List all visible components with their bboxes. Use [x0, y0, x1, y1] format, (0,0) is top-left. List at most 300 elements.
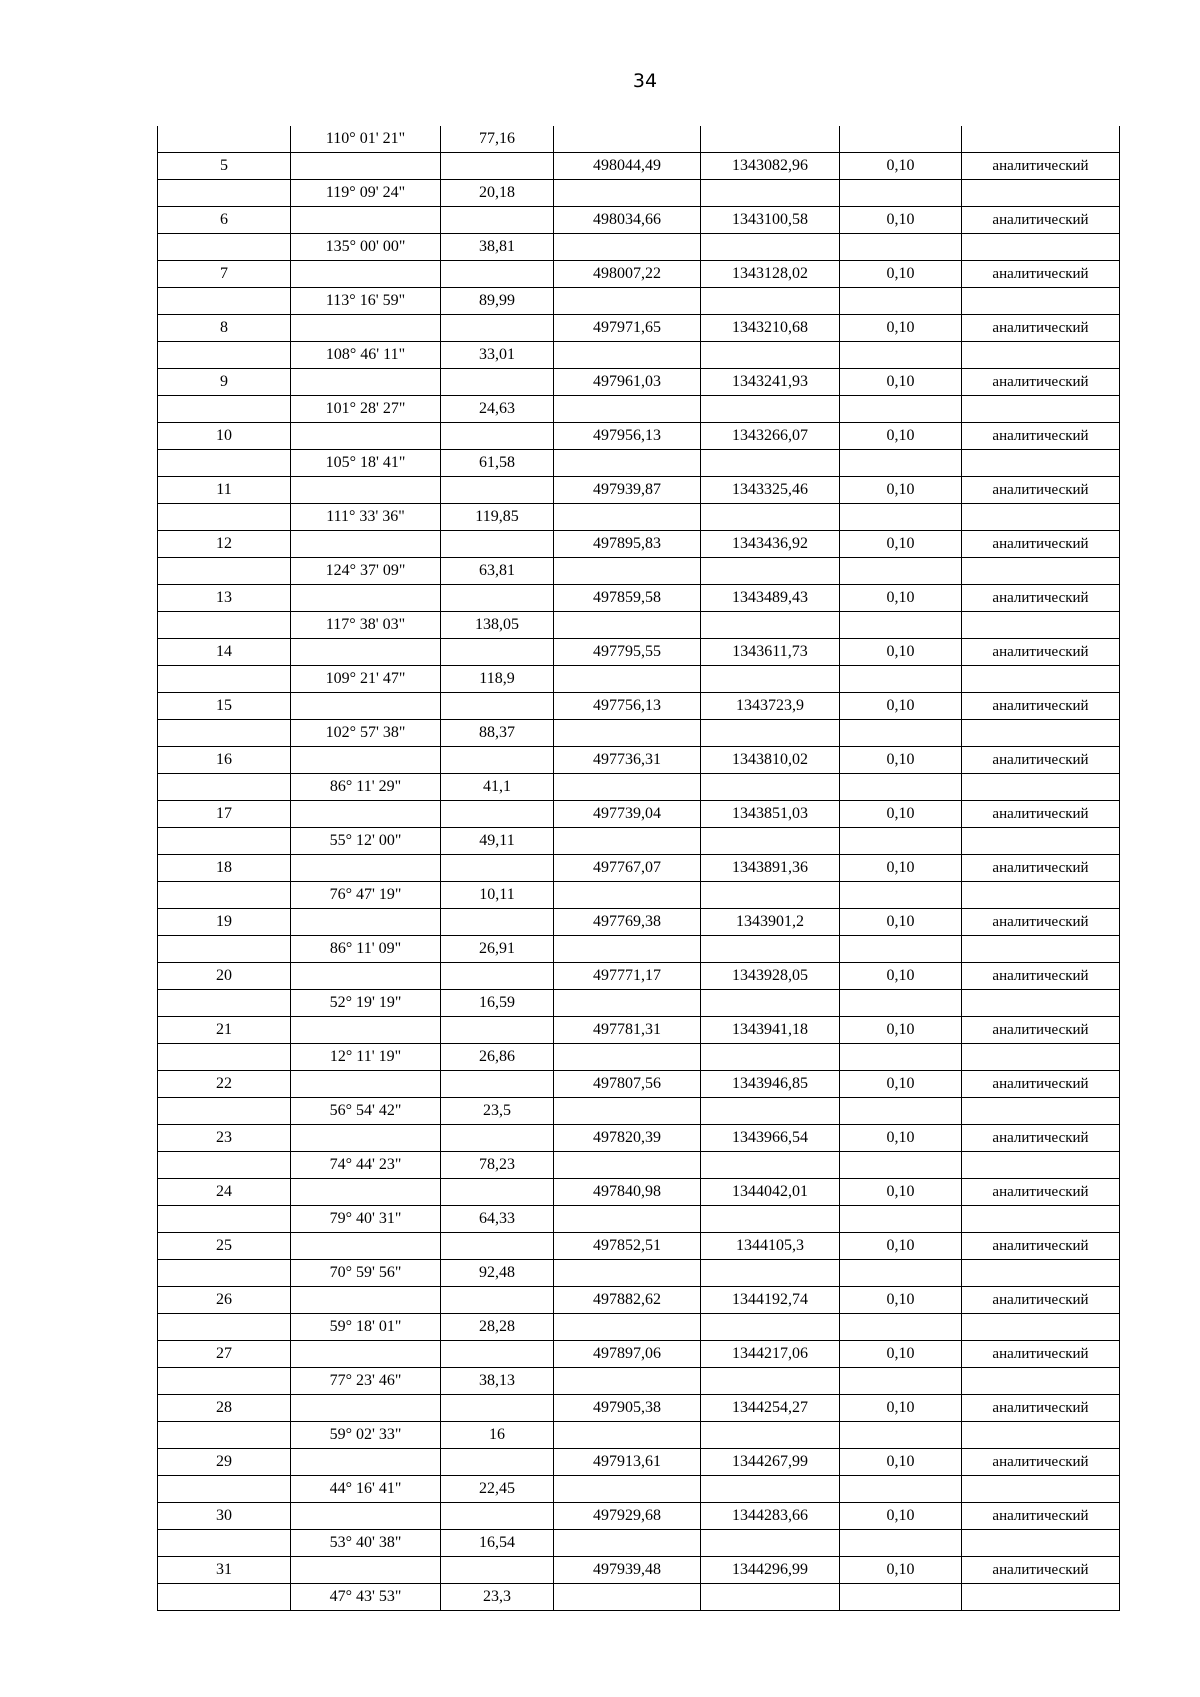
x-coordinate: 498044,49	[554, 153, 701, 180]
direction-angle: 74° 44' 23"	[291, 1152, 441, 1179]
direction-angle: 117° 38' 03"	[291, 612, 441, 639]
x-coordinate	[554, 450, 701, 477]
point-number	[158, 882, 291, 909]
segment-row	[158, 450, 1120, 477]
angle-cell	[291, 747, 441, 774]
accuracy	[840, 1098, 962, 1125]
accuracy: 0,10	[840, 639, 962, 666]
accuracy	[840, 774, 962, 801]
method	[962, 1422, 1120, 1449]
method	[962, 396, 1120, 423]
distance: 38,81	[441, 234, 554, 261]
segment-row	[158, 990, 1120, 1017]
accuracy: 0,10	[840, 531, 962, 558]
point-number	[158, 234, 291, 261]
accuracy: 0,10	[840, 1071, 962, 1098]
distance: 49,11	[441, 828, 554, 855]
segment-row	[158, 1098, 1120, 1125]
x-coordinate	[554, 180, 701, 207]
point-row	[158, 1395, 1120, 1422]
accuracy: 0,10	[840, 1179, 962, 1206]
accuracy	[840, 1206, 962, 1233]
point-row	[158, 1071, 1120, 1098]
segment-row	[158, 666, 1120, 693]
method: аналитический	[962, 693, 1120, 720]
direction-angle: 105° 18' 41"	[291, 450, 441, 477]
method: аналитический	[962, 1179, 1120, 1206]
distance-cell	[441, 1395, 554, 1422]
angle-cell	[291, 1179, 441, 1206]
direction-angle: 124° 37' 09"	[291, 558, 441, 585]
direction-angle: 59° 02' 33"	[291, 1422, 441, 1449]
distance: 23,5	[441, 1098, 554, 1125]
angle-cell	[291, 1395, 441, 1422]
method	[962, 936, 1120, 963]
angle-cell	[291, 693, 441, 720]
method: аналитический	[962, 1017, 1120, 1044]
distance-cell	[441, 639, 554, 666]
segment-row	[158, 504, 1120, 531]
accuracy	[840, 1314, 962, 1341]
angle-cell	[291, 1017, 441, 1044]
y-coordinate: 1343723,9	[701, 693, 840, 720]
x-coordinate: 498007,22	[554, 261, 701, 288]
distance: 138,05	[441, 612, 554, 639]
y-coordinate	[701, 1530, 840, 1557]
direction-angle: 86° 11' 09"	[291, 936, 441, 963]
point-number: 21	[158, 1017, 291, 1044]
angle-cell	[291, 1071, 441, 1098]
y-coordinate: 1343210,68	[701, 315, 840, 342]
y-coordinate	[701, 720, 840, 747]
point-number	[158, 1476, 291, 1503]
distance: 118,9	[441, 666, 554, 693]
x-coordinate	[554, 1368, 701, 1395]
y-coordinate	[701, 126, 840, 153]
distance-cell	[441, 1071, 554, 1098]
x-coordinate: 497897,06	[554, 1341, 701, 1368]
accuracy: 0,10	[840, 477, 962, 504]
method	[962, 1044, 1120, 1071]
distance: 63,81	[441, 558, 554, 585]
angle-cell	[291, 963, 441, 990]
point-number: 24	[158, 1179, 291, 1206]
x-coordinate	[554, 126, 701, 153]
y-coordinate	[701, 1044, 840, 1071]
point-number	[158, 774, 291, 801]
method	[962, 1368, 1120, 1395]
point-row	[158, 261, 1120, 288]
method: аналитический	[962, 1503, 1120, 1530]
point-row	[158, 1017, 1120, 1044]
x-coordinate	[554, 288, 701, 315]
point-row	[158, 423, 1120, 450]
method	[962, 720, 1120, 747]
method: аналитический	[962, 963, 1120, 990]
y-coordinate: 1343241,93	[701, 369, 840, 396]
angle-cell	[291, 909, 441, 936]
direction-angle: 79° 40' 31"	[291, 1206, 441, 1233]
y-coordinate: 1343266,07	[701, 423, 840, 450]
method	[962, 234, 1120, 261]
x-coordinate: 497961,03	[554, 369, 701, 396]
x-coordinate: 497736,31	[554, 747, 701, 774]
x-coordinate	[554, 1476, 701, 1503]
method	[962, 288, 1120, 315]
point-row	[158, 1341, 1120, 1368]
point-number: 10	[158, 423, 291, 450]
x-coordinate: 497807,56	[554, 1071, 701, 1098]
method	[962, 1584, 1120, 1611]
accuracy: 0,10	[840, 1503, 962, 1530]
segment-row	[158, 720, 1120, 747]
point-number	[158, 666, 291, 693]
point-number	[158, 558, 291, 585]
accuracy: 0,10	[840, 1449, 962, 1476]
angle-cell	[291, 1503, 441, 1530]
x-coordinate: 497795,55	[554, 639, 701, 666]
accuracy	[840, 1044, 962, 1071]
distance-cell	[441, 747, 554, 774]
accuracy	[840, 936, 962, 963]
point-number	[158, 828, 291, 855]
direction-angle: 109° 21' 47"	[291, 666, 441, 693]
point-number	[158, 1260, 291, 1287]
point-row	[158, 1449, 1120, 1476]
point-number: 19	[158, 909, 291, 936]
y-coordinate: 1344217,06	[701, 1341, 840, 1368]
y-coordinate	[701, 1584, 840, 1611]
distance: 28,28	[441, 1314, 554, 1341]
segment-row	[158, 1044, 1120, 1071]
y-coordinate: 1344267,99	[701, 1449, 840, 1476]
method: аналитический	[962, 1287, 1120, 1314]
x-coordinate: 497820,39	[554, 1125, 701, 1152]
point-number: 30	[158, 1503, 291, 1530]
direction-angle: 101° 28' 27"	[291, 396, 441, 423]
angle-cell	[291, 477, 441, 504]
point-row	[158, 801, 1120, 828]
y-coordinate	[701, 342, 840, 369]
segment-row	[158, 1206, 1120, 1233]
direction-angle: 70° 59' 56"	[291, 1260, 441, 1287]
y-coordinate	[701, 1314, 840, 1341]
accuracy	[840, 1530, 962, 1557]
x-coordinate	[554, 882, 701, 909]
x-coordinate	[554, 1530, 701, 1557]
accuracy	[840, 342, 962, 369]
accuracy	[840, 990, 962, 1017]
point-number: 29	[158, 1449, 291, 1476]
distance: 78,23	[441, 1152, 554, 1179]
distance: 88,37	[441, 720, 554, 747]
x-coordinate: 497956,13	[554, 423, 701, 450]
point-number: 8	[158, 315, 291, 342]
method	[962, 1314, 1120, 1341]
coordinates-table	[157, 126, 1120, 1611]
distance-cell	[441, 1017, 554, 1044]
method: аналитический	[962, 909, 1120, 936]
segment-row	[158, 882, 1120, 909]
y-coordinate: 1343100,58	[701, 207, 840, 234]
accuracy: 0,10	[840, 1017, 962, 1044]
method: аналитический	[962, 531, 1120, 558]
direction-angle: 77° 23' 46"	[291, 1368, 441, 1395]
x-coordinate: 497840,98	[554, 1179, 701, 1206]
point-row	[158, 369, 1120, 396]
point-number: 22	[158, 1071, 291, 1098]
distance-cell	[441, 477, 554, 504]
y-coordinate	[701, 234, 840, 261]
x-coordinate	[554, 612, 701, 639]
angle-cell	[291, 639, 441, 666]
accuracy	[840, 1584, 962, 1611]
point-number	[158, 288, 291, 315]
segment-row	[158, 396, 1120, 423]
accuracy: 0,10	[840, 315, 962, 342]
x-coordinate: 497756,13	[554, 693, 701, 720]
direction-angle: 110° 01' 21"	[291, 126, 441, 153]
direction-angle: 44° 16' 41"	[291, 1476, 441, 1503]
accuracy	[840, 450, 962, 477]
accuracy: 0,10	[840, 1557, 962, 1584]
method: аналитический	[962, 153, 1120, 180]
point-row	[158, 693, 1120, 720]
angle-cell	[291, 1557, 441, 1584]
y-coordinate	[701, 558, 840, 585]
direction-angle: 52° 19' 19"	[291, 990, 441, 1017]
y-coordinate: 1344254,27	[701, 1395, 840, 1422]
point-number: 14	[158, 639, 291, 666]
y-coordinate	[701, 1152, 840, 1179]
direction-angle: 119° 09' 24"	[291, 180, 441, 207]
distance-cell	[441, 693, 554, 720]
method	[962, 180, 1120, 207]
distance: 23,3	[441, 1584, 554, 1611]
method	[962, 1206, 1120, 1233]
method	[962, 1098, 1120, 1125]
accuracy	[840, 180, 962, 207]
accuracy	[840, 558, 962, 585]
accuracy: 0,10	[840, 855, 962, 882]
x-coordinate: 497859,58	[554, 585, 701, 612]
point-row	[158, 1557, 1120, 1584]
point-number: 17	[158, 801, 291, 828]
point-number	[158, 612, 291, 639]
distance: 26,91	[441, 936, 554, 963]
distance: 92,48	[441, 1260, 554, 1287]
accuracy	[840, 1368, 962, 1395]
distance: 16,59	[441, 990, 554, 1017]
angle-cell	[291, 1341, 441, 1368]
y-coordinate: 1343928,05	[701, 963, 840, 990]
distance: 22,45	[441, 1476, 554, 1503]
segment-row	[158, 774, 1120, 801]
distance-cell	[441, 1503, 554, 1530]
direction-angle: 111° 33' 36"	[291, 504, 441, 531]
y-coordinate	[701, 450, 840, 477]
point-number: 11	[158, 477, 291, 504]
y-coordinate: 1344296,99	[701, 1557, 840, 1584]
y-coordinate	[701, 1422, 840, 1449]
y-coordinate	[701, 180, 840, 207]
accuracy	[840, 666, 962, 693]
point-number: 31	[158, 1557, 291, 1584]
accuracy: 0,10	[840, 1233, 962, 1260]
x-coordinate: 497905,38	[554, 1395, 701, 1422]
y-coordinate: 1343901,2	[701, 909, 840, 936]
distance-cell	[441, 1557, 554, 1584]
x-coordinate: 497929,68	[554, 1503, 701, 1530]
y-coordinate	[701, 774, 840, 801]
angle-cell	[291, 531, 441, 558]
method: аналитический	[962, 1395, 1120, 1422]
y-coordinate	[701, 666, 840, 693]
method	[962, 666, 1120, 693]
point-number: 15	[158, 693, 291, 720]
point-row	[158, 585, 1120, 612]
point-number	[158, 1314, 291, 1341]
x-coordinate	[554, 828, 701, 855]
y-coordinate: 1343810,02	[701, 747, 840, 774]
x-coordinate	[554, 504, 701, 531]
y-coordinate	[701, 1368, 840, 1395]
y-coordinate: 1343851,03	[701, 801, 840, 828]
x-coordinate	[554, 1422, 701, 1449]
point-row	[158, 855, 1120, 882]
segment-row	[158, 342, 1120, 369]
x-coordinate: 497771,17	[554, 963, 701, 990]
method: аналитический	[962, 1449, 1120, 1476]
y-coordinate: 1343082,96	[701, 153, 840, 180]
x-coordinate	[554, 1314, 701, 1341]
x-coordinate	[554, 558, 701, 585]
accuracy: 0,10	[840, 909, 962, 936]
segment-row	[158, 936, 1120, 963]
accuracy	[840, 504, 962, 531]
accuracy	[840, 1260, 962, 1287]
y-coordinate	[701, 1098, 840, 1125]
distance-cell	[441, 1179, 554, 1206]
x-coordinate: 497971,65	[554, 315, 701, 342]
point-number: 5	[158, 153, 291, 180]
point-number	[158, 1152, 291, 1179]
segment-row	[158, 1476, 1120, 1503]
y-coordinate	[701, 990, 840, 1017]
point-number: 25	[158, 1233, 291, 1260]
method: аналитический	[962, 1341, 1120, 1368]
point-row	[158, 1179, 1120, 1206]
distance: 64,33	[441, 1206, 554, 1233]
accuracy: 0,10	[840, 261, 962, 288]
point-number: 20	[158, 963, 291, 990]
point-row	[158, 531, 1120, 558]
point-number	[158, 396, 291, 423]
distance-cell	[441, 801, 554, 828]
segment-row	[158, 828, 1120, 855]
accuracy	[840, 396, 962, 423]
direction-angle: 135° 00' 00"	[291, 234, 441, 261]
y-coordinate: 1343966,54	[701, 1125, 840, 1152]
y-coordinate	[701, 828, 840, 855]
point-row	[158, 963, 1120, 990]
segment-row	[158, 288, 1120, 315]
point-row	[158, 1233, 1120, 1260]
distance-cell	[441, 855, 554, 882]
x-coordinate	[554, 990, 701, 1017]
x-coordinate	[554, 1152, 701, 1179]
point-row	[158, 909, 1120, 936]
distance-cell	[441, 1287, 554, 1314]
segment-row	[158, 180, 1120, 207]
x-coordinate: 497769,38	[554, 909, 701, 936]
x-coordinate: 497895,83	[554, 531, 701, 558]
method: аналитический	[962, 369, 1120, 396]
point-number	[158, 126, 291, 153]
point-number	[158, 720, 291, 747]
point-number: 28	[158, 1395, 291, 1422]
distance: 38,13	[441, 1368, 554, 1395]
method: аналитический	[962, 1125, 1120, 1152]
point-row	[158, 477, 1120, 504]
point-number	[158, 936, 291, 963]
segment-row	[158, 1260, 1120, 1287]
distance: 119,85	[441, 504, 554, 531]
point-number: 27	[158, 1341, 291, 1368]
direction-angle: 86° 11' 29"	[291, 774, 441, 801]
x-coordinate: 497781,31	[554, 1017, 701, 1044]
y-coordinate: 1343489,43	[701, 585, 840, 612]
point-number	[158, 1422, 291, 1449]
direction-angle: 113° 16' 59"	[291, 288, 441, 315]
method: аналитический	[962, 1071, 1120, 1098]
method	[962, 774, 1120, 801]
y-coordinate: 1344105,3	[701, 1233, 840, 1260]
distance-cell	[441, 585, 554, 612]
distance: 33,01	[441, 342, 554, 369]
distance-cell	[441, 963, 554, 990]
method: аналитический	[962, 639, 1120, 666]
x-coordinate	[554, 774, 701, 801]
accuracy	[840, 1152, 962, 1179]
angle-cell	[291, 1449, 441, 1476]
method	[962, 126, 1120, 153]
angle-cell	[291, 801, 441, 828]
method	[962, 1530, 1120, 1557]
direction-angle: 47° 43' 53"	[291, 1584, 441, 1611]
distance-cell	[441, 531, 554, 558]
accuracy	[840, 126, 962, 153]
x-coordinate: 497913,61	[554, 1449, 701, 1476]
method: аналитический	[962, 585, 1120, 612]
point-row	[158, 315, 1120, 342]
x-coordinate: 497939,48	[554, 1557, 701, 1584]
y-coordinate: 1344042,01	[701, 1179, 840, 1206]
x-coordinate: 497882,62	[554, 1287, 701, 1314]
x-coordinate: 497852,51	[554, 1233, 701, 1260]
method: аналитический	[962, 855, 1120, 882]
point-number	[158, 450, 291, 477]
point-row	[158, 1287, 1120, 1314]
method: аналитический	[962, 315, 1120, 342]
y-coordinate	[701, 1206, 840, 1233]
y-coordinate: 1343436,92	[701, 531, 840, 558]
method	[962, 612, 1120, 639]
point-number: 16	[158, 747, 291, 774]
accuracy	[840, 882, 962, 909]
x-coordinate: 497767,07	[554, 855, 701, 882]
angle-cell	[291, 1125, 441, 1152]
